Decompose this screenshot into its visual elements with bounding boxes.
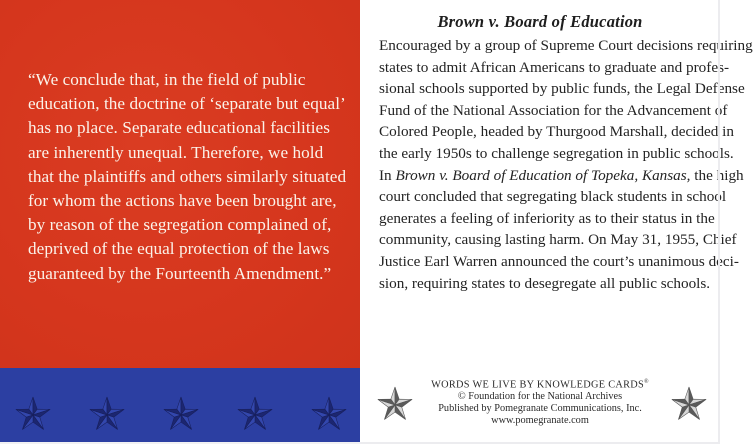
website-link[interactable]: www.pomegranate.com <box>491 414 589 426</box>
card-title: Brown v. Board of Education <box>437 12 643 31</box>
body-line: sional schools supported by public funds, the Legal Defense <box>379 80 745 98</box>
quote-line: deprived of the equal protection of the laws <box>28 239 330 259</box>
quote-panel <box>0 0 360 444</box>
quote-line: by reason of the segregation complained of, <box>28 215 332 235</box>
body-text: In <box>379 166 396 184</box>
body-line: Encouraged by a group of Supreme Court decisions requiring <box>379 37 753 54</box>
star-icon <box>14 396 52 432</box>
body-line: Fund of the National Association for the Advancement of <box>379 101 728 119</box>
star-icon <box>88 396 126 432</box>
card-border <box>360 0 753 444</box>
body-line: Colored People, headed by Thurgood Marshall, decided in <box>379 123 734 141</box>
body-line: sion, requiring states to desegregate all public schools. <box>379 274 711 292</box>
quote-line: are inherently unequal. Therefore, we hold <box>28 142 324 162</box>
copyright-line: © Foundation for the National Archives <box>457 391 623 403</box>
body-line: Justice Earl Warren announced the court’s unanimous deci- <box>379 252 739 270</box>
body-line: the early 1950s to challenge segregation in public schools. <box>379 144 734 162</box>
quote-block <box>28 68 348 286</box>
body-line: community, causing lasting harm. On May 31, 1955, Chief <box>379 231 737 249</box>
series-label: WORDS WE LIVE BY KNOWLEDGE CARDS <box>431 379 645 391</box>
quote-line: has no place. Separate educational facilities <box>28 118 330 138</box>
star-icon <box>162 396 200 432</box>
body-line: states to admit African Americans to graduate and profes- <box>379 58 730 76</box>
trademark: ® <box>644 379 649 385</box>
body-text: the high <box>690 166 744 184</box>
body-line: court concluded that segregating black students in school <box>379 188 727 206</box>
publisher-line: Published by Pomegranate Communications, Inc. <box>438 403 642 415</box>
blue-star-band <box>0 368 360 442</box>
star-icon <box>236 396 274 432</box>
quote-line: for whom the actions have been brought are, <box>28 191 337 211</box>
case-name: Brown v. Board of Education of Topeka, Kansas, <box>395 166 691 184</box>
quote-line: that the plaintiffs and others similarly situated <box>28 166 347 186</box>
star-icon <box>310 396 348 432</box>
quote-line: guaranteed by the Fourteenth Amendment.” <box>28 263 332 283</box>
quote-line: education, the doctrine of ‘separate but equal’ <box>28 94 346 114</box>
body-line: generates a feeling of inferiority as to their status in the <box>379 209 715 227</box>
quote-line: “We conclude that, in the field of public <box>28 70 306 89</box>
